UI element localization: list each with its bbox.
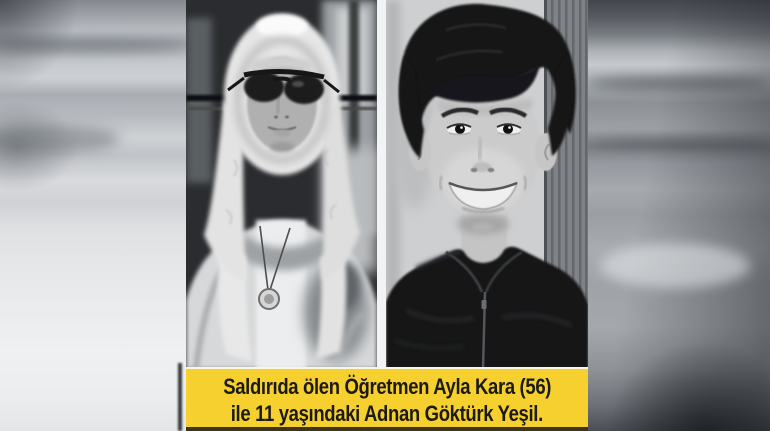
caption-banner xyxy=(186,367,588,431)
background-streak xyxy=(586,139,770,148)
background-blur-left xyxy=(0,0,188,431)
background-blur-right xyxy=(586,0,770,431)
woman-portrait-illustration xyxy=(186,0,377,369)
caption-line-1: Saldırıda ölen Öğretmen Ayla Kara (56) xyxy=(223,374,551,399)
photo-adnan-gokturk-yesil xyxy=(386,0,588,369)
background-streak xyxy=(600,244,750,288)
caption-line-2: ile 11 yaşındaki Adnan Göktürk Yeşil. xyxy=(230,401,544,426)
background-streak xyxy=(586,76,770,90)
background-streak xyxy=(0,40,188,52)
photo-ayla-kara xyxy=(186,0,377,369)
bottom-edge-shade xyxy=(186,427,588,431)
caption-left-shadow xyxy=(178,363,182,431)
boy-portrait-illustration xyxy=(386,0,588,369)
photo-divider xyxy=(377,0,386,369)
